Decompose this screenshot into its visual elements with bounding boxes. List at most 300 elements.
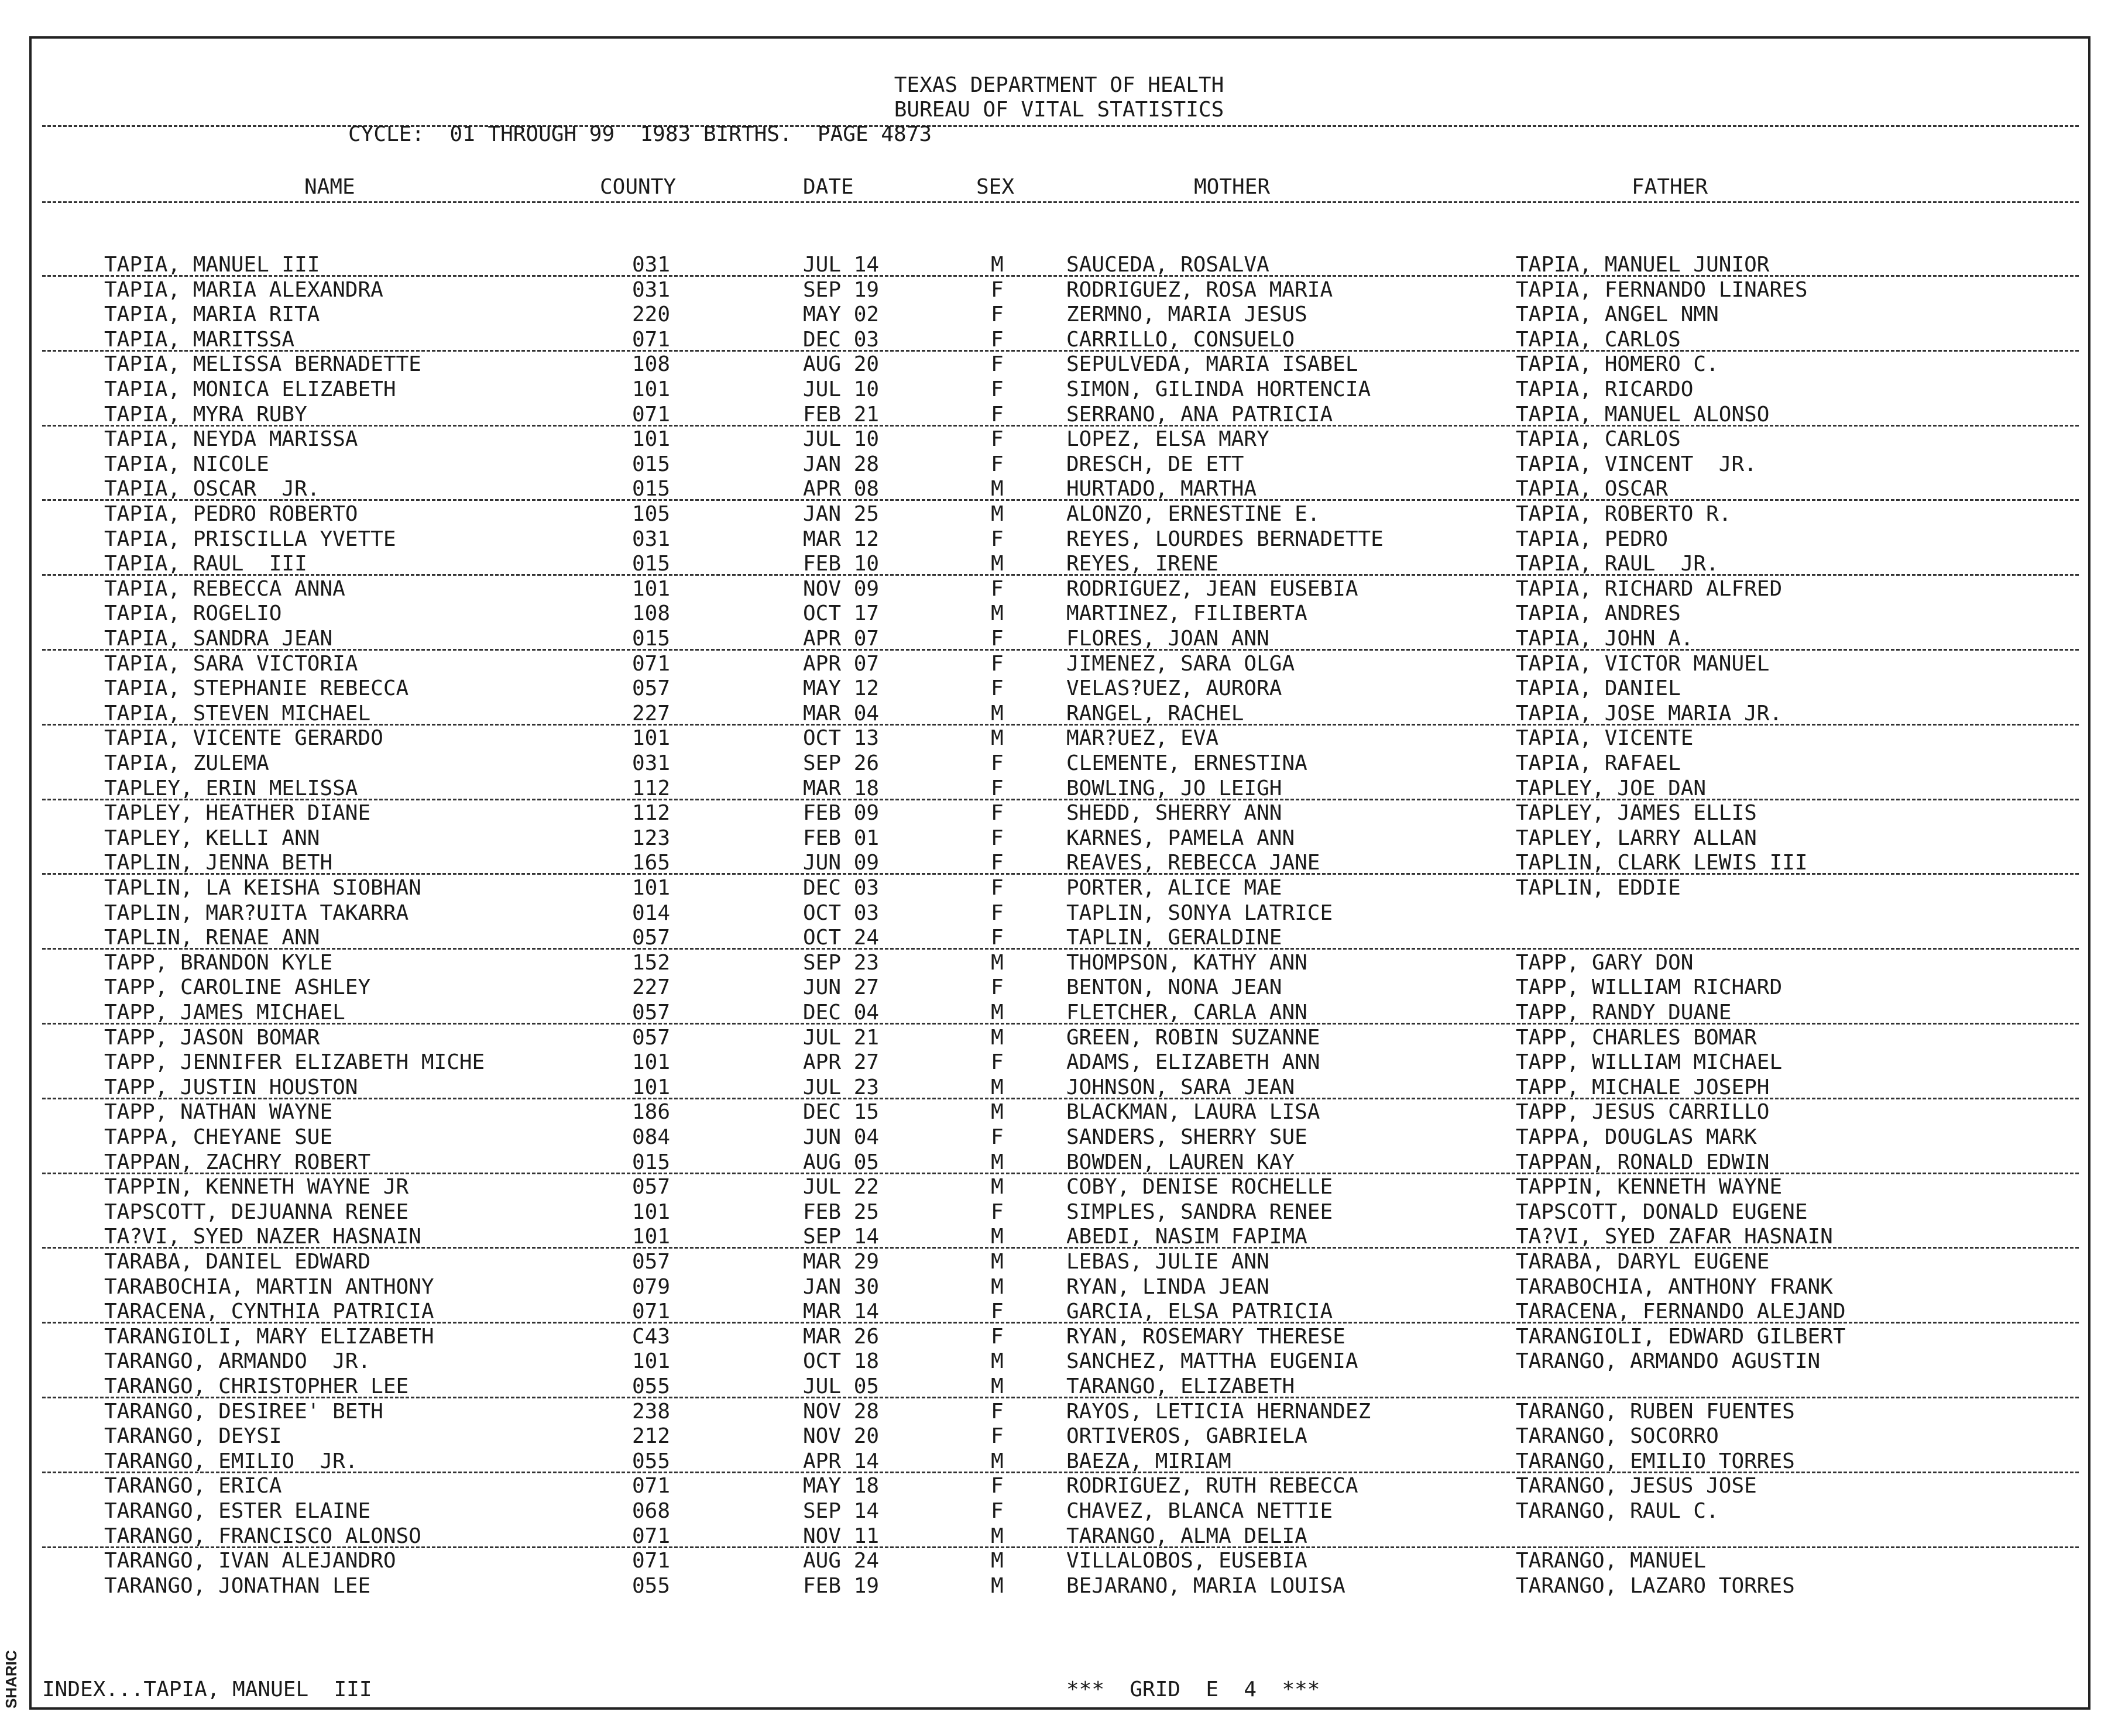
record-date: JUL 10	[803, 377, 880, 401]
record-row	[0, 627, 2118, 651]
record-mother: GARCIA, ELSA PATRICIA	[1066, 1300, 1333, 1324]
record-father: TAPLIN, EDDIE	[1516, 876, 1681, 900]
record-sex: F	[991, 1125, 1004, 1149]
record-county: 015	[632, 452, 671, 476]
record-date: SEP 26	[803, 751, 880, 775]
record-county: 071	[632, 328, 671, 352]
record-row	[0, 1449, 2118, 1474]
record-name: TARANGO, ARMANDO JR.	[104, 1349, 371, 1373]
record-father: TAPLEY, JOE DAN	[1516, 776, 1707, 800]
record-name: TAPLIN, RENAE ANN	[104, 926, 320, 950]
record-mother: DRESCH, DE ETT	[1066, 452, 1244, 476]
record-mother: LEBAS, JULIE ANN	[1066, 1250, 1269, 1274]
record-date: FEB 01	[803, 826, 880, 850]
record-county: 152	[632, 951, 671, 975]
record-date: AUG 24	[803, 1549, 880, 1573]
record-sex: M	[991, 253, 1004, 277]
record-row	[0, 1549, 2118, 1573]
record-father: TARACENA, FERNANDO ALEJAND	[1516, 1300, 1846, 1324]
record-name: TAPPA, CHEYANE SUE	[104, 1125, 333, 1149]
record-row	[0, 1300, 2118, 1324]
record-father: TARABA, DARYL EUGENE	[1516, 1250, 1770, 1274]
record-father: TAPSCOTT, DONALD EUGENE	[1516, 1200, 1808, 1224]
record-county: 220	[632, 302, 671, 326]
record-row	[0, 951, 2118, 975]
record-sex: F	[991, 1424, 1004, 1448]
record-name: TAPSCOTT, DEJUANNA RENEE	[104, 1200, 409, 1224]
record-mother: ZERMNO, MARIA JESUS	[1066, 302, 1307, 326]
record-date: NOV 11	[803, 1524, 880, 1548]
record-county: 055	[632, 1574, 671, 1598]
record-date: APR 14	[803, 1449, 880, 1473]
record-name: TAPIA, STEVEN MICHAEL	[104, 702, 371, 726]
record-sex: M	[991, 1349, 1004, 1373]
record-name: TAPLEY, HEATHER DIANE	[104, 801, 371, 825]
group-rule	[42, 350, 2079, 352]
record-mother: ORTIVEROS, GABRIELA	[1066, 1424, 1307, 1448]
record-mother: THOMPSON, KATHY ANN	[1066, 951, 1307, 975]
record-sex: F	[991, 427, 1004, 451]
record-county: 071	[632, 403, 671, 427]
record-county: 015	[632, 552, 671, 576]
agency-title: TEXAS DEPARTMENT OF HEALTH	[894, 73, 1224, 97]
record-name: TAPIA, ZULEMA	[104, 751, 269, 775]
record-row	[0, 253, 2118, 277]
record-sex: M	[991, 1100, 1004, 1124]
record-name: TAPIA, VICENTE GERARDO	[104, 726, 383, 750]
record-sex: F	[991, 1499, 1004, 1523]
record-county: 015	[632, 477, 671, 501]
record-name: TAPLIN, JENNA BETH	[104, 851, 333, 875]
record-sex: F	[991, 901, 1004, 925]
record-name: TAPP, JAMES MICHAEL	[104, 1001, 345, 1025]
record-row	[0, 477, 2118, 501]
record-name: TAPIA, MONICA ELIZABETH	[104, 377, 396, 401]
record-county: 112	[632, 776, 671, 800]
record-name: TARANGO, CHRISTOPHER LEE	[104, 1374, 409, 1398]
record-father: TARANGIOLI, EDWARD GILBERT	[1516, 1325, 1846, 1349]
group-rule	[42, 425, 2079, 427]
record-date: JUN 04	[803, 1125, 880, 1149]
record-date: JAN 30	[803, 1275, 880, 1299]
column-header-county: COUNTY	[600, 175, 677, 199]
record-name: TAPIA, STEPHANIE REBECCA	[104, 676, 409, 700]
record-mother: COBY, DENISE ROCHELLE	[1066, 1175, 1333, 1199]
record-mother: SHEDD, SHERRY ANN	[1066, 801, 1282, 825]
record-sex: F	[991, 452, 1004, 476]
record-county: 057	[632, 1026, 671, 1050]
record-mother: FLORES, JOAN ANN	[1066, 627, 1269, 651]
record-sex: F	[991, 1325, 1004, 1349]
record-row	[0, 1524, 2118, 1549]
record-sex: F	[991, 1474, 1004, 1498]
record-father: TAPIA, CARLOS	[1516, 427, 1681, 451]
record-row	[0, 1150, 2118, 1175]
record-sex: M	[991, 702, 1004, 726]
record-county: 238	[632, 1400, 671, 1424]
group-rule	[42, 1546, 2079, 1548]
record-sex: F	[991, 851, 1004, 875]
record-date: MAR 29	[803, 1250, 880, 1274]
record-name: TAPIA, MELISSA BERNADETTE	[104, 352, 421, 376]
record-father: TAPP, WILLIAM MICHAEL	[1516, 1050, 1783, 1074]
record-father: TAPLEY, LARRY ALLAN	[1516, 826, 1757, 850]
record-county: 015	[632, 1150, 671, 1174]
record-sex: M	[991, 1374, 1004, 1398]
record-date: DEC 15	[803, 1100, 880, 1124]
record-father: TARANGO, MANUEL	[1516, 1549, 1707, 1573]
record-date: DEC 03	[803, 876, 880, 900]
record-name: TARANGO, IVAN ALEJANDRO	[104, 1549, 396, 1573]
record-sex: M	[991, 1574, 1004, 1598]
record-sex: F	[991, 751, 1004, 775]
record-row	[0, 1175, 2118, 1199]
record-date: JUL 10	[803, 427, 880, 451]
record-name: TAPIA, SARA VICTORIA	[104, 652, 358, 676]
record-father: TAPIA, VINCENT JR.	[1516, 452, 1757, 476]
column-header-father: FATHER	[1632, 175, 1708, 199]
record-row	[0, 1250, 2118, 1274]
record-sex: F	[991, 302, 1004, 326]
group-rule	[42, 1397, 2079, 1398]
record-row	[0, 577, 2118, 601]
record-row	[0, 1574, 2118, 1599]
record-county: 108	[632, 352, 671, 376]
record-father: TAPIA, VICENTE	[1516, 726, 1694, 750]
record-county: 071	[632, 1300, 671, 1324]
record-name: TARABOCHIA, MARTIN ANTHONY	[104, 1275, 434, 1299]
record-row	[0, 527, 2118, 552]
record-father: TAPIA, VICTOR MANUEL	[1516, 652, 1770, 676]
group-rule	[42, 1173, 2079, 1174]
record-name: TARANGO, DEYSI	[104, 1424, 282, 1448]
record-mother: BENTON, NONA JEAN	[1066, 975, 1282, 999]
record-father: TAPP, JESUS CARRILLO	[1516, 1100, 1770, 1124]
record-name: TAPIA, ROGELIO	[104, 601, 282, 625]
record-row	[0, 302, 2118, 327]
record-mother: MARTINEZ, FILIBERTA	[1066, 601, 1307, 625]
record-county: 055	[632, 1449, 671, 1473]
record-name: TAPIA, PEDRO ROBERTO	[104, 502, 358, 526]
record-row	[0, 702, 2118, 726]
record-sex: M	[991, 477, 1004, 501]
record-father: TARANGO, EMILIO TORRES	[1516, 1449, 1795, 1473]
record-county: 101	[632, 427, 671, 451]
record-father: TAPIA, OSCAR	[1516, 477, 1669, 501]
record-date: OCT 17	[803, 601, 880, 625]
record-date: MAY 12	[803, 676, 880, 700]
record-sex: F	[991, 776, 1004, 800]
record-mother: SAUCEDA, ROSALVA	[1066, 253, 1269, 277]
record-sex: M	[991, 1449, 1004, 1473]
record-date: MAY 18	[803, 1474, 880, 1498]
record-mother: RAYOS, LETICIA HERNANDEZ	[1066, 1400, 1371, 1424]
record-father: TARANGO, LAZARO TORRES	[1516, 1574, 1795, 1598]
record-date: APR 08	[803, 477, 880, 501]
record-county: 112	[632, 801, 671, 825]
record-name: TAPLIN, MAR?UITA TAKARRA	[104, 901, 409, 925]
column-header-mother: MOTHER	[1194, 175, 1271, 199]
record-name: TARABA, DANIEL EDWARD	[104, 1250, 371, 1274]
record-county: 057	[632, 926, 671, 950]
record-sex: M	[991, 1524, 1004, 1548]
record-name: TAPIA, PRISCILLA YVETTE	[104, 527, 396, 551]
record-county: C43	[632, 1325, 671, 1349]
record-date: FEB 09	[803, 801, 880, 825]
record-mother: GREEN, ROBIN SUZANNE	[1066, 1026, 1320, 1050]
record-row	[0, 1200, 2118, 1225]
record-mother: SIMON, GILINDA HORTENCIA	[1066, 377, 1371, 401]
record-sex: F	[991, 975, 1004, 999]
record-name: TAPP, JENNIFER ELIZABETH MICHE	[104, 1050, 485, 1074]
record-name: TAPP, JASON BOMAR	[104, 1026, 320, 1050]
record-father: TARANGO, JESUS JOSE	[1516, 1474, 1757, 1498]
record-date: SEP 19	[803, 278, 880, 302]
record-date: JAN 28	[803, 452, 880, 476]
record-mother: REAVES, REBECCA JANE	[1066, 851, 1320, 875]
record-mother: MAR?UEZ, EVA	[1066, 726, 1219, 750]
record-row	[0, 352, 2118, 377]
record-sex: F	[991, 627, 1004, 651]
record-county: 108	[632, 601, 671, 625]
record-date: NOV 20	[803, 1424, 880, 1448]
record-date: NOV 28	[803, 1400, 880, 1424]
record-father: TAPIA, JOSE MARIA JR.	[1516, 702, 1783, 726]
record-father: TAPIA, RICARDO	[1516, 377, 1694, 401]
record-mother: CHAVEZ, BLANCA NETTIE	[1066, 1499, 1333, 1523]
record-date: NOV 09	[803, 577, 880, 601]
record-name: TAPIA, REBECCA ANNA	[104, 577, 345, 601]
record-row	[0, 876, 2118, 900]
record-row	[0, 403, 2118, 427]
record-row	[0, 1424, 2118, 1449]
record-sex: F	[991, 328, 1004, 352]
record-sex: F	[991, 527, 1004, 551]
record-sex: F	[991, 926, 1004, 950]
group-rule	[42, 1322, 2079, 1324]
record-date: APR 07	[803, 627, 880, 651]
record-father: TARABOCHIA, ANTHONY FRANK	[1516, 1275, 1833, 1299]
record-row	[0, 1400, 2118, 1424]
record-father: TAPP, RANDY DUANE	[1516, 1001, 1732, 1025]
record-date: MAR 18	[803, 776, 880, 800]
record-county: 057	[632, 1001, 671, 1025]
record-father: TAPIA, FERNANDO LINARES	[1516, 278, 1808, 302]
record-name: TAPIA, MARIA ALEXANDRA	[104, 278, 383, 302]
record-date: AUG 20	[803, 352, 880, 376]
record-county: 079	[632, 1275, 671, 1299]
record-father: TAPIA, HOMERO C.	[1516, 352, 1719, 376]
cycle-line: CYCLE: 01 THROUGH 99 1983 BIRTHS. PAGE 4873	[348, 122, 932, 146]
record-mother: SANDERS, SHERRY SUE	[1066, 1125, 1307, 1149]
record-name: TAPIA, MYRA RUBY	[104, 403, 307, 427]
record-sex: F	[991, 352, 1004, 376]
record-mother: RODRIGUEZ, RUTH REBECCA	[1066, 1474, 1358, 1498]
record-county: 101	[632, 1075, 671, 1099]
record-sex: M	[991, 552, 1004, 576]
header-rule	[42, 125, 2079, 127]
record-father: TAPLIN, CLARK LEWIS III	[1516, 851, 1808, 875]
record-father: TAPIA, PEDRO	[1516, 527, 1669, 551]
record-mother: PORTER, ALICE MAE	[1066, 876, 1282, 900]
record-row	[0, 1026, 2118, 1050]
record-mother: RYAN, ROSEMARY THERESE	[1066, 1325, 1345, 1349]
record-row	[0, 751, 2118, 776]
group-rule	[42, 1023, 2079, 1025]
record-mother: KARNES, PAMELA ANN	[1066, 826, 1295, 850]
record-father: TAPPIN, KENNETH WAYNE	[1516, 1175, 1783, 1199]
record-mother: VILLALOBOS, EUSEBIA	[1066, 1549, 1307, 1573]
record-father: TAPP, WILLIAM RICHARD	[1516, 975, 1783, 999]
record-father: TARANGO, SOCORRO	[1516, 1424, 1719, 1448]
record-name: TAPIA, MARIA RITA	[104, 302, 320, 326]
record-name: TA?VI, SYED NAZER HASNAIN	[104, 1225, 421, 1249]
record-date: JUL 23	[803, 1075, 880, 1099]
record-county: 031	[632, 253, 671, 277]
record-row	[0, 328, 2118, 352]
record-name: TAPLEY, ERIN MELISSA	[104, 776, 358, 800]
record-row	[0, 975, 2118, 1000]
record-sex: F	[991, 801, 1004, 825]
record-row	[0, 926, 2118, 950]
record-mother: SERRANO, ANA PATRICIA	[1066, 403, 1333, 427]
record-name: TAPIA, SANDRA JEAN	[104, 627, 333, 651]
record-name: TAPLEY, KELLI ANN	[104, 826, 320, 850]
record-date: JUL 14	[803, 253, 880, 277]
record-row	[0, 826, 2118, 851]
record-sex: M	[991, 726, 1004, 750]
group-rule	[42, 574, 2079, 576]
record-date: FEB 10	[803, 552, 880, 576]
record-sex: M	[991, 1026, 1004, 1050]
record-date: FEB 25	[803, 1200, 880, 1224]
record-row	[0, 652, 2118, 676]
record-mother: RODRIGUEZ, JEAN EUSEBIA	[1066, 577, 1358, 601]
record-sex: F	[991, 278, 1004, 302]
record-county: 057	[632, 1175, 671, 1199]
record-row	[0, 452, 2118, 477]
record-sex: F	[991, 676, 1004, 700]
record-county: 123	[632, 826, 671, 850]
group-rule	[42, 499, 2079, 501]
record-row	[0, 1275, 2118, 1300]
record-row	[0, 1349, 2118, 1374]
record-father: TAPPAN, RONALD EDWIN	[1516, 1150, 1770, 1174]
record-name: TARACENA, CYNTHIA PATRICIA	[104, 1300, 434, 1324]
record-mother: BEJARANO, MARIA LOUISA	[1066, 1574, 1345, 1598]
record-county: 101	[632, 1225, 671, 1249]
record-county: 071	[632, 1549, 671, 1573]
record-father: TAPIA, RICHARD ALFRED	[1516, 577, 1783, 601]
record-county: 227	[632, 975, 671, 999]
record-date: DEC 03	[803, 328, 880, 352]
record-name: TARANGO, DESIREE' BETH	[104, 1400, 383, 1424]
record-name: TAPLIN, LA KEISHA SIOBHAN	[104, 876, 421, 900]
record-sex: M	[991, 1275, 1004, 1299]
record-sex: M	[991, 1075, 1004, 1099]
record-mother: TARANGO, ALMA DELIA	[1066, 1524, 1307, 1548]
record-row	[0, 676, 2118, 701]
record-name: TARANGO, FRANCISCO ALONSO	[104, 1524, 421, 1548]
record-row	[0, 377, 2118, 402]
record-mother: SIMPLES, SANDRA RENEE	[1066, 1200, 1333, 1224]
record-mother: ADAMS, ELIZABETH ANN	[1066, 1050, 1320, 1074]
record-date: OCT 03	[803, 901, 880, 925]
record-father: TAPIA, JOHN A.	[1516, 627, 1694, 651]
record-mother: FLETCHER, CARLA ANN	[1066, 1001, 1307, 1025]
record-mother: TAPLIN, SONYA LATRICE	[1066, 901, 1333, 925]
record-father: TA?VI, SYED ZAFAR HASNAIN	[1516, 1225, 1833, 1249]
record-sex: F	[991, 577, 1004, 601]
column-header-date: DATE	[803, 175, 854, 199]
record-date: APR 07	[803, 652, 880, 676]
record-sex: F	[991, 1050, 1004, 1074]
group-rule	[42, 724, 2079, 726]
record-name: TAPPIN, KENNETH WAYNE JR	[104, 1175, 409, 1199]
record-mother: BOWDEN, LAUREN KAY	[1066, 1150, 1295, 1174]
record-father: TAPIA, CARLOS	[1516, 328, 1681, 352]
record-row	[0, 1225, 2118, 1249]
record-date: SEP 14	[803, 1499, 880, 1523]
record-sex: F	[991, 826, 1004, 850]
record-father: TARANGO, RUBEN FUENTES	[1516, 1400, 1795, 1424]
record-father: TAPIA, RAFAEL	[1516, 751, 1681, 775]
record-date: MAR 04	[803, 702, 880, 726]
record-date: MAR 26	[803, 1325, 880, 1349]
record-date: OCT 18	[803, 1349, 880, 1373]
record-mother: BOWLING, JO LEIGH	[1066, 776, 1282, 800]
column-header-rule	[42, 201, 2079, 203]
record-father: TAPPA, DOUGLAS MARK	[1516, 1125, 1757, 1149]
record-mother: REYES, LOURDES BERNADETTE	[1066, 527, 1384, 551]
record-row	[0, 776, 2118, 801]
group-rule	[42, 873, 2079, 875]
record-date: FEB 19	[803, 1574, 880, 1598]
record-county: 101	[632, 876, 671, 900]
record-name: TAPIA, OSCAR JR.	[104, 477, 320, 501]
record-name: TAPP, CAROLINE ASHLEY	[104, 975, 371, 999]
record-row	[0, 502, 2118, 527]
record-sex: F	[991, 403, 1004, 427]
record-county: 186	[632, 1100, 671, 1124]
record-name: TARANGO, JONATHAN LEE	[104, 1574, 371, 1598]
record-name: TAPIA, RAUL III	[104, 552, 307, 576]
record-name: TAPIA, MARITSSA	[104, 328, 295, 352]
group-rule	[42, 275, 2079, 277]
record-mother: ABEDI, NASIM FAPIMA	[1066, 1225, 1307, 1249]
record-county: 071	[632, 1524, 671, 1548]
record-date: JUL 21	[803, 1026, 880, 1050]
record-father: TAPIA, MANUEL ALONSO	[1516, 403, 1770, 427]
record-mother: TARANGO, ELIZABETH	[1066, 1374, 1295, 1398]
record-name: TAPIA, NEYDA MARISSA	[104, 427, 358, 451]
record-name: TAPIA, MANUEL III	[104, 253, 320, 277]
group-rule	[42, 649, 2079, 651]
record-mother: TAPLIN, GERALDINE	[1066, 926, 1282, 950]
record-father: TAPIA, MANUEL JUNIOR	[1516, 253, 1770, 277]
record-mother: RYAN, LINDA JEAN	[1066, 1275, 1269, 1299]
record-county: 105	[632, 502, 671, 526]
record-sex: F	[991, 1400, 1004, 1424]
record-county: 084	[632, 1125, 671, 1149]
record-sex: F	[991, 377, 1004, 401]
record-name: TARANGO, ESTER ELAINE	[104, 1499, 371, 1523]
record-name: TAPPAN, ZACHRY ROBERT	[104, 1150, 371, 1174]
record-county: 031	[632, 751, 671, 775]
record-mother: VELAS?UEZ, AURORA	[1066, 676, 1282, 700]
record-county: 068	[632, 1499, 671, 1523]
record-row	[0, 1374, 2118, 1399]
